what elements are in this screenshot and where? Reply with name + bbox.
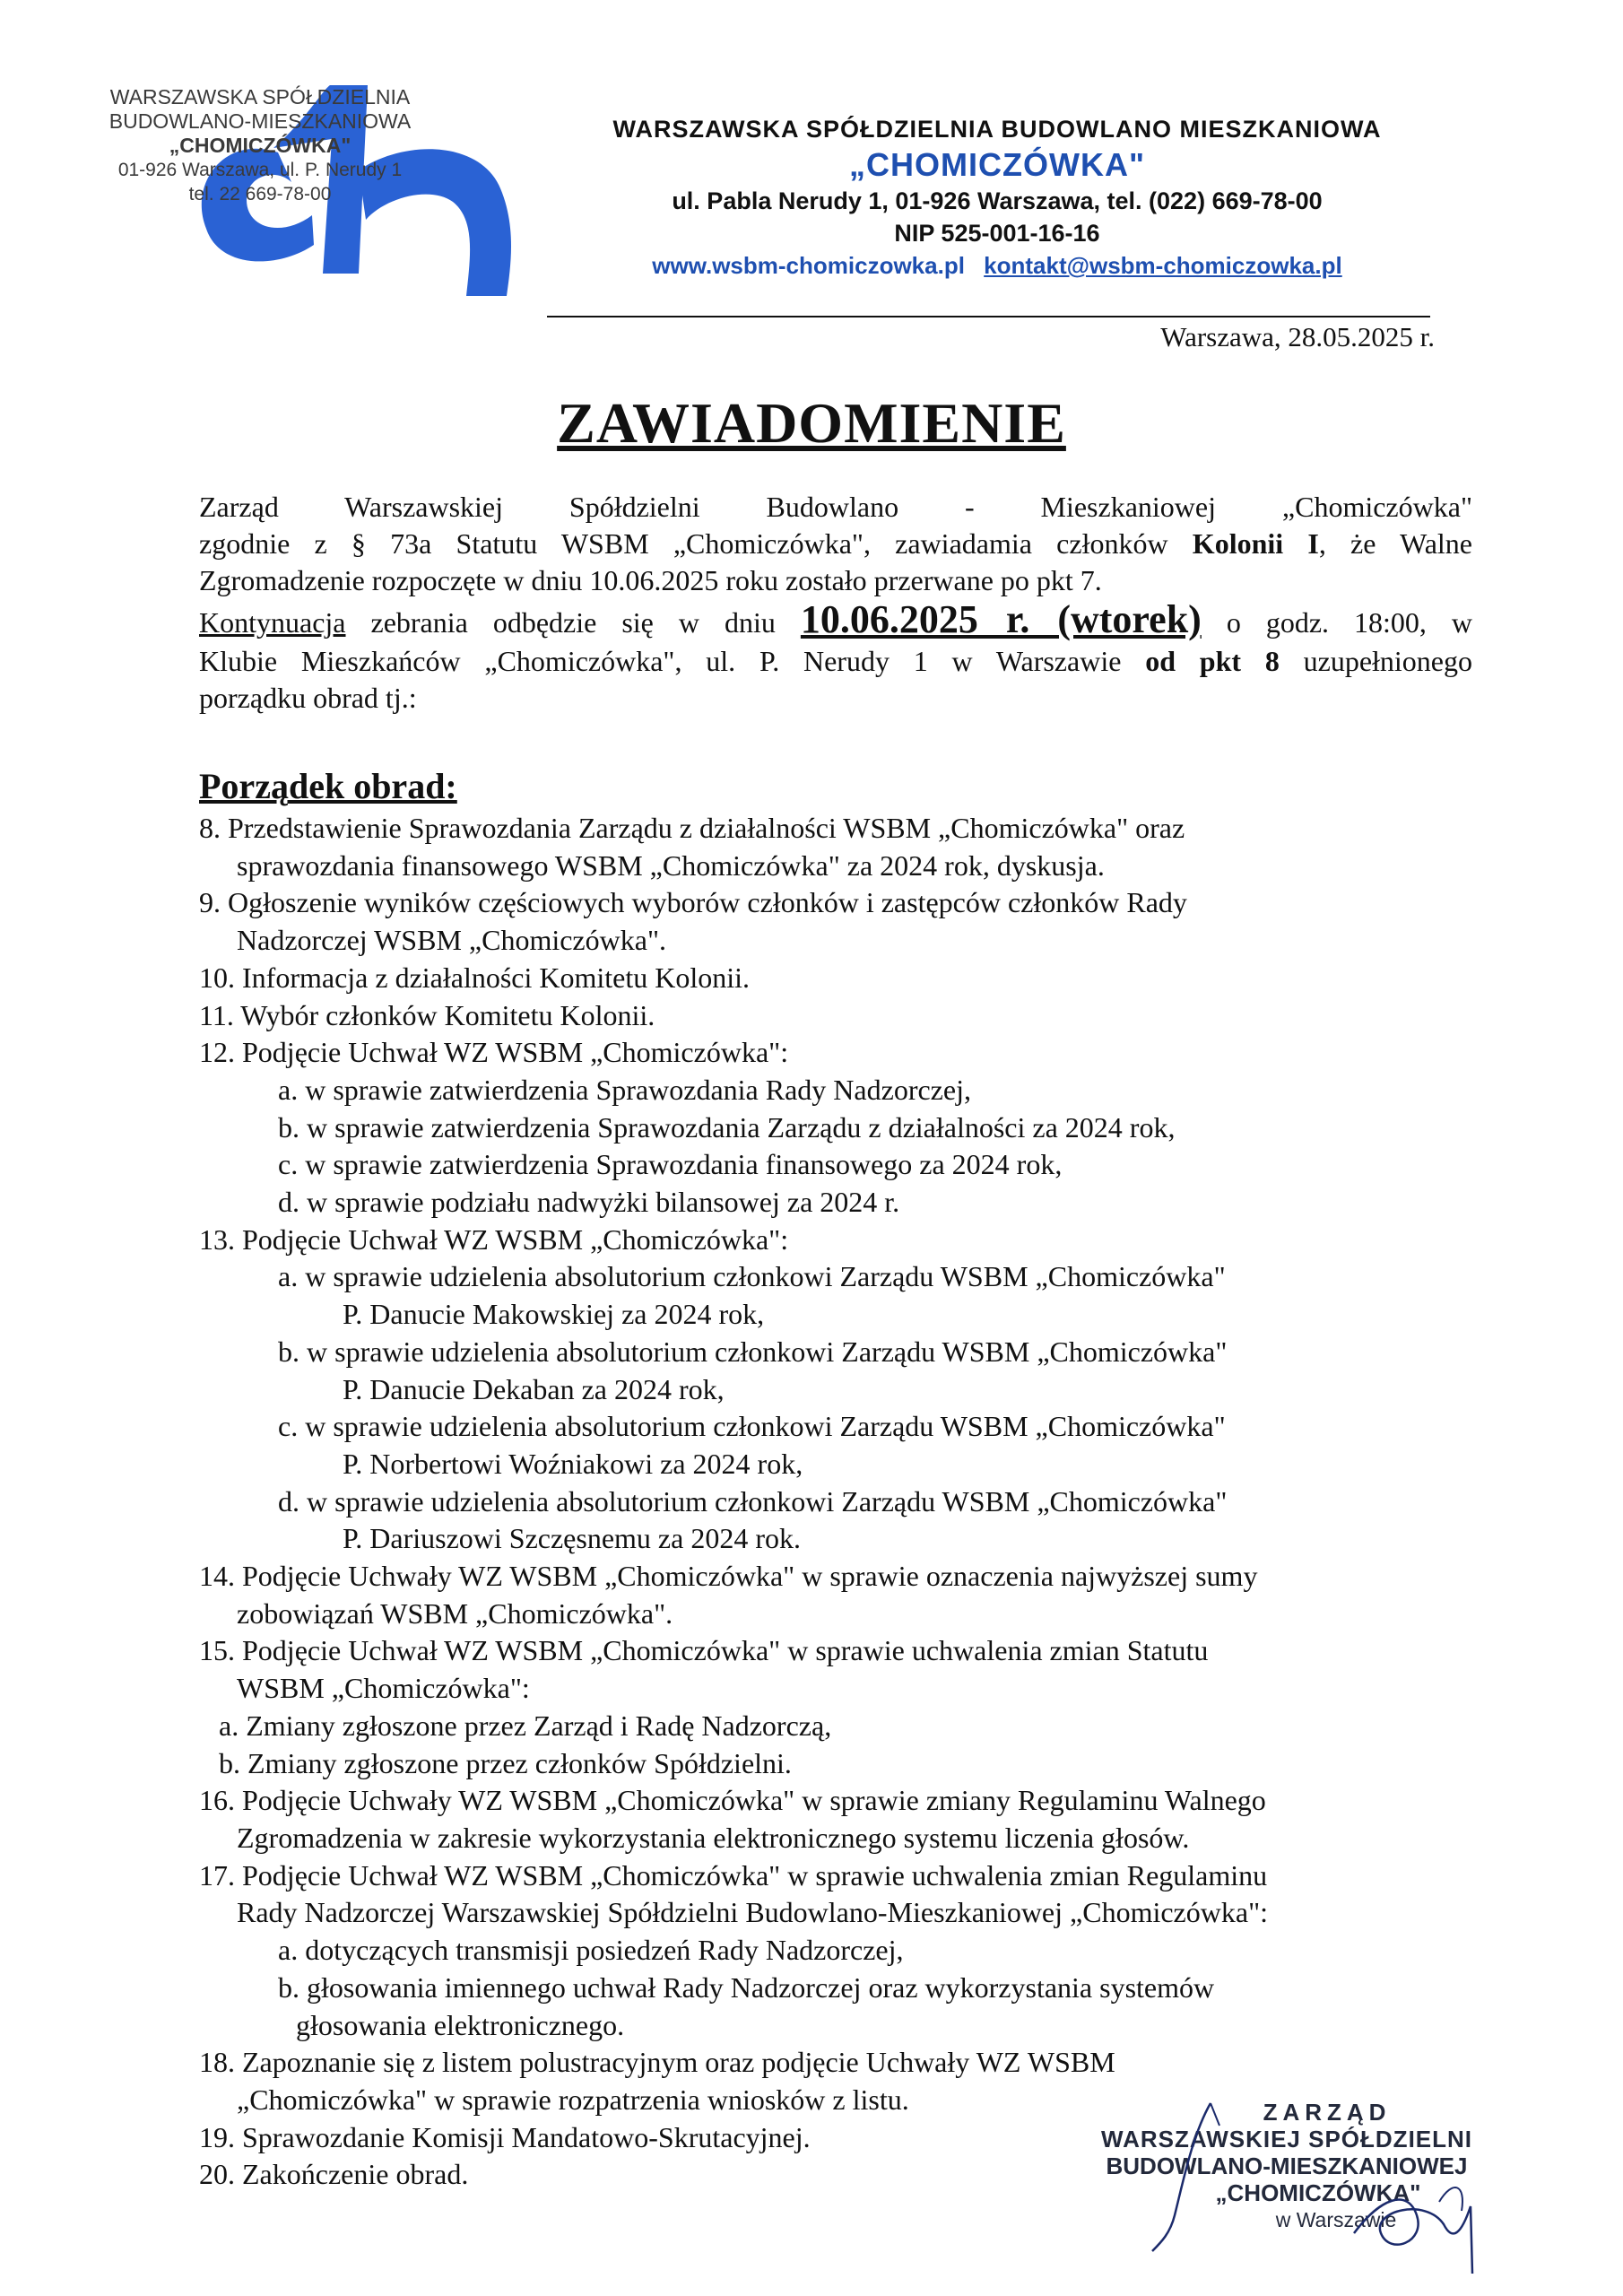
agenda-line: b. Zmiany zgłoszone przez członków Spółdzielni.	[219, 1746, 792, 1779]
agenda-heading: Porządek obrad:	[199, 766, 457, 806]
agenda-line: P. Norbertowi Woźniakowi za 2024 rok,	[343, 1447, 803, 1480]
logo-stamp	[45, 85, 475, 206]
document-title: ZAWIADOMIENIE	[557, 391, 1066, 455]
agenda-line: zobowiązań WSBM „Chomiczówka".	[237, 1596, 673, 1630]
agenda-line: P. Dariuszowi Szczęsnemu za 2024 rok.	[343, 1522, 801, 1555]
agenda-line: 17. Podjęcie Uchwał WZ WSBM „Chomiczówka" w sprawie uchwalenia zmian Regulaminu	[199, 1858, 1268, 1892]
agenda-line: Zgromadzenia w zakresie wykorzystania elektronicznego systemu liczenia głosów.	[237, 1821, 1190, 1854]
meeting-line-3: porządku obrad tj.:	[199, 682, 417, 714]
meeting-line-2	[199, 643, 1472, 680]
intro-line-2	[199, 526, 1472, 562]
intro-line-2-text: zgodnie z § 73a Statutu WSBM „Chomiczówka", zawiadamia członków	[199, 527, 1193, 560]
continuation-word: Kontynuacja	[199, 606, 346, 639]
agenda-line: 15. Podjęcie Uchwał WZ WSBM „Chomiczówka" w sprawie uchwalenia zmian Statutu	[199, 1634, 1209, 1667]
logo-stamp-line-1: WARSZAWSKA SPÓŁDZIELNIA	[109, 85, 411, 109]
logo-stamp-line-5: tel. 22 669-78-00	[188, 184, 332, 204]
agenda-line: 12. Podjęcie Uchwał WZ WSBM „Chomiczówka":	[199, 1036, 789, 1069]
document-date: Warszawa, 28.05.2025 r.	[1160, 321, 1435, 352]
board-stamp-line-2: WARSZAWSKIEJ SPÓŁDZIELNI	[1100, 2126, 1473, 2152]
handwritten-signature	[1085, 2099, 1488, 2278]
board-stamp-line-1: ZARZĄD	[1263, 2099, 1392, 2126]
intro-line-1: Zarząd Warszawskiej Spółdzielni Budowlano - Mieszkaniowej „Chomiczówka"	[199, 491, 1472, 523]
agenda-line: a. w sprawie zatwierdzenia Sprawozdania Rady Nadzorczej,	[278, 1073, 971, 1106]
agenda-line: 8. Przedstawienie Sprawozdania Zarządu z działalności WSBM „Chomiczówka" oraz	[199, 812, 1185, 844]
agenda-line: 9. Ogłoszenie wyników częściowych wyborów członków i zastępców członków Rady	[199, 886, 1187, 919]
agenda-line: Rady Nadzorczej Warszawskiej Spółdzielni Budowlano-Mieszkaniowej „Chomiczówka":	[237, 1896, 1269, 1929]
meeting-line-1-text: zebrania odbędzie się w dniu	[345, 606, 801, 639]
logo-stamp-line-2: BUDOWLANO-MIESZKANIOWA	[108, 109, 412, 133]
letterhead-org-name: WARSZAWSKA SPÓŁDZIELNIA BUDOWLANO MIESZKANIOWA	[612, 116, 1382, 143]
cooperative-logo	[45, 85, 529, 296]
letterhead	[549, 113, 1445, 282]
agenda-line: a. Zmiany zgłoszone przez Zarząd i Radę Nadzorczą,	[219, 1709, 832, 1742]
email-link[interactable]: kontakt@wsbm-chomiczowka.pl	[984, 252, 1342, 279]
intro-line-2-end: , że Walne	[1318, 527, 1473, 560]
agenda-line: a. w sprawie udzielenia absolutorium członkowi Zarządu WSBM „Chomiczówka"	[278, 1260, 1226, 1293]
colony-name: Kolonii I	[1192, 527, 1319, 560]
meeting-line-1	[199, 599, 1472, 643]
agenda-line: P. Danucie Dekaban za 2024 rok,	[343, 1372, 725, 1405]
agenda-line: b. głosowania imiennego uchwał Rady Nadzorczej oraz wykorzystania systemów	[278, 1970, 1215, 2004]
agenda-line: sprawozdania finansowego WSBM „Chomiczówka" za 2024 rok, dyskusja.	[237, 848, 1105, 882]
meeting-place: Klubie Mieszkańców „Chomiczówka", ul. P. Nerudy 1 w Warszawie	[199, 645, 1146, 677]
agenda-line: 20. Zakończenie obrad.	[199, 2158, 469, 2191]
agenda-line: 14. Podjęcie Uchwały WZ WSBM „Chomiczówka" w sprawie oznaczenia najwyższej sumy	[199, 1560, 1258, 1593]
letterhead-divider	[547, 316, 1430, 317]
meeting-time: o godz. 18:00, w	[1201, 606, 1473, 639]
agenda-line: c. w sprawie zatwierdzenia Sprawozdania finansowego za 2024 rok,	[278, 1148, 1063, 1181]
agenda-line: 16. Podjęcie Uchwały WZ WSBM „Chomiczówka" w sprawie zmiany Regulaminu Walnego	[199, 1784, 1266, 1817]
board-stamp-line-3: BUDOWLANO-MIESZKANIOWEJ	[1106, 2152, 1468, 2179]
letterhead-contact	[549, 249, 1445, 282]
logo-stamp-line-3: „CHOMICZÓWKA"	[169, 134, 352, 157]
from-point: od pkt 8	[1145, 645, 1280, 677]
agenda-line: 13. Podjęcie Uchwał WZ WSBM „Chomiczówka":	[199, 1222, 789, 1256]
agenda-line: głosowania elektronicznego.	[296, 2008, 625, 2041]
intro-line-3: Zgromadzenie rozpoczęte w dniu 10.06.2025 roku zostało przerwane po pkt 7.	[199, 564, 1102, 596]
agenda-line: 10. Informacja z działalności Komitetu Kolonii.	[199, 961, 751, 994]
agenda-line: Nadzorczej WSBM „Chomiczówka".	[237, 924, 666, 957]
agenda-line: „Chomiczówka" w sprawie rozpatrzenia wniosków z listu.	[237, 2083, 909, 2116]
agenda-line: 18. Zapoznanie się z listem polustracyjnym oraz podjęcie Uchwały WZ WSBM	[199, 2046, 1115, 2079]
board-stamp	[1085, 2099, 1488, 2278]
letterhead-address: ul. Pabla Nerudy 1, 01-926 Warszawa, tel. (022) 669-78-00	[672, 187, 1323, 214]
agenda-line: c. w sprawie udzielenia absolutorium członkowi Zarządu WSBM „Chomiczówka"	[278, 1410, 1226, 1443]
meeting-line-2-end: uzupełnionego	[1279, 645, 1473, 677]
board-stamp-line-5: w Warszawie	[1275, 2208, 1397, 2231]
board-stamp-line-4: „CHOMICZÓWKA"	[1215, 2179, 1421, 2206]
intro-text	[199, 489, 1472, 717]
letterhead-brand: „CHOMICZÓWKA"	[848, 146, 1146, 183]
agenda-line: d. w sprawie podziału nadwyżki bilansowej za 2024 r.	[278, 1186, 900, 1219]
agenda-line: WSBM „Chomiczówka":	[237, 1672, 530, 1705]
agenda-line: b. w sprawie zatwierdzenia Sprawozdania Zarządu z działalności za 2024 rok,	[278, 1110, 1176, 1144]
website-link[interactable]: www.wsbm-chomiczowka.pl	[652, 252, 965, 279]
meeting-date: 10.06.2025 r. (wtorek)	[800, 597, 1202, 641]
agenda-line: P. Danucie Makowskiej za 2024 rok,	[343, 1298, 765, 1331]
agenda-line: b. w sprawie udzielenia absolutorium członkowi Zarządu WSBM „Chomiczówka"	[278, 1335, 1228, 1368]
agenda-line: 19. Sprawozdanie Komisji Mandatowo-Skrutacyjnej.	[199, 2120, 811, 2153]
agenda-line: 11. Wybór członków Komitetu Kolonii.	[199, 998, 655, 1031]
agenda-line: d. w sprawie udzielenia absolutorium członkowi Zarządu WSBM „Chomiczówka"	[278, 1484, 1228, 1518]
agenda-line: a. dotyczących transmisji posiedzeń Rady Nadzorczej,	[278, 1934, 904, 1967]
letterhead-nip: NIP 525-001-16-16	[894, 220, 1100, 247]
agenda-list	[199, 810, 1472, 2194]
logo-stamp-line-4: 01-926 Warszawa, ul. P. Nerudy 1	[117, 160, 403, 180]
